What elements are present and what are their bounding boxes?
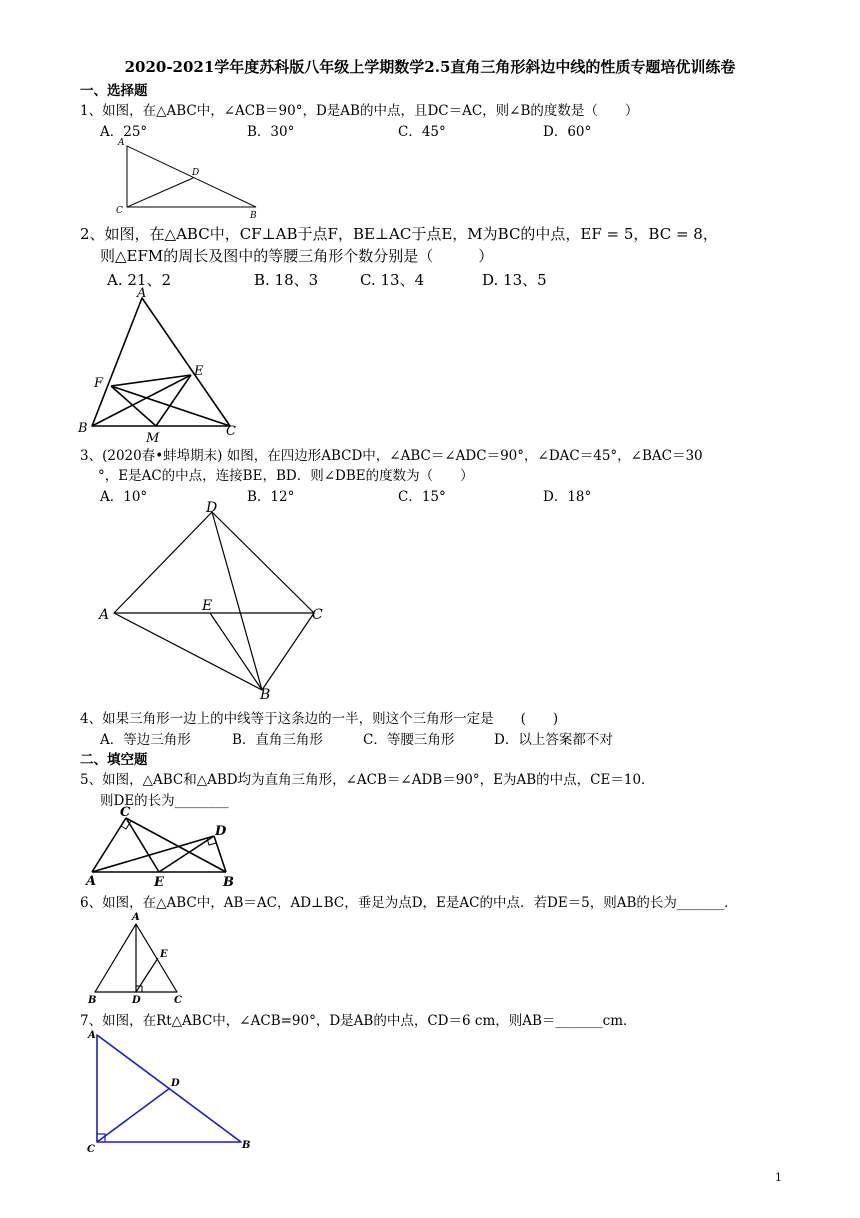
question-4-text: 4、如果三角形一边上的中线等于这条边的一半，则这个三角形一定是 ( ) <box>80 711 559 727</box>
q3-option-b: B．12° <box>247 489 295 505</box>
q7-median-cd <box>97 1088 170 1142</box>
q2-option-a: A. 21、2 <box>107 271 171 289</box>
q7-label-c: C <box>87 1144 95 1155</box>
q1-label-c: C <box>116 206 123 216</box>
q5-figure <box>82 804 242 890</box>
q4-option-d: D．以上答案都不对 <box>494 732 613 748</box>
question-7-text: 7、如图，在Rt△ABC中，∠ACB=90°，D是AB的中点，CD＝6 cm，则AB＝_______cm． <box>80 1013 637 1029</box>
q2-figure <box>74 286 254 444</box>
q2-option-d: D. 13、5 <box>482 271 547 289</box>
q1-option-b: B．30° <box>247 124 295 140</box>
q6-label-a: A <box>132 912 140 923</box>
q2-label-f: F <box>94 376 104 391</box>
q3-option-c: C．15° <box>398 489 446 505</box>
q7-label-a: A <box>88 1030 96 1041</box>
q1-label-a: A <box>118 138 125 148</box>
q2-label-e: E <box>194 364 204 379</box>
q4-option-c: C．等腰三角形 <box>363 732 455 748</box>
q5-line-cb <box>126 818 226 872</box>
q6-label-c: C <box>174 995 182 1006</box>
page-number: 1 <box>775 1171 782 1184</box>
q6-median-de <box>136 958 158 992</box>
q5-label-a: A <box>86 874 97 889</box>
q4-option-b: B．直角三角形 <box>232 732 323 748</box>
q2-line-be <box>92 375 191 426</box>
question-5-line2: 则DE的长为________ <box>100 793 229 809</box>
section-choice-heading: 一、选择题 <box>80 83 148 99</box>
q6-label-b: B <box>88 995 97 1006</box>
q2-label-c: C <box>226 424 236 439</box>
q3-label-a: A <box>99 607 110 623</box>
question-2-line2: 则△EFM的周长及图中的等腰三角形个数分别是（ ） <box>100 247 494 265</box>
q2-line-em <box>156 375 191 426</box>
question-1-text: 1、如图，在△ABC中，∠ACB＝90°，D是AB的中点，且DC＝AC，则∠B的度数是（ ） <box>80 103 639 119</box>
q1-option-c: C．45° <box>398 124 446 140</box>
q1-label-d: D <box>192 168 200 178</box>
q2-option-c: C. 13、4 <box>360 271 425 289</box>
q2-label-a: A <box>137 286 147 301</box>
q3-quadrilateral <box>114 512 314 690</box>
q3-option-d: D．18° <box>543 489 592 505</box>
question-3-line1: 3、(2020春•蚌埠期末) 如图，在四边形ABCD中，∠ABC＝∠ADC＝90°，∠DAC＝45°，∠BAC＝30 <box>80 448 703 464</box>
q6-figure <box>86 910 196 1006</box>
q4-option-a: A．等边三角形 <box>100 732 191 748</box>
q1-median-cd <box>127 178 193 207</box>
q5-label-e: E <box>154 875 164 890</box>
q3-label-e: E <box>202 598 213 614</box>
q3-line-be <box>210 613 262 690</box>
q1-figure <box>108 134 268 220</box>
section-fill-heading: 二、填空题 <box>80 752 148 768</box>
q3-figure <box>96 498 336 702</box>
q3-label-c: C <box>312 607 323 623</box>
q2-label-b: B <box>78 421 88 436</box>
q3-label-d: D <box>206 500 218 516</box>
q2-option-b: B. 18、3 <box>254 271 319 289</box>
q3-option-a: A．10° <box>100 489 148 505</box>
q5-label-d: D <box>215 824 227 839</box>
question-6-text: 6、如图，在△ABC中，AB＝AC，AD⊥BC，垂足为点D，E是AC的中点．若DE＝5，则AB的长为_______． <box>80 895 738 911</box>
q2-triangle <box>92 298 230 426</box>
q6-label-e: E <box>160 949 168 960</box>
q5-line-ad <box>92 836 214 872</box>
q1-option-d: D．60° <box>543 124 592 140</box>
question-3-line2: °，E是AC的中点，连接BE，BD．则∠DBE的度数为（ ） <box>98 468 474 484</box>
q1-option-a: A．25° <box>100 124 148 140</box>
q6-label-d: D <box>132 995 141 1006</box>
question-2-line1: 2、如图，在△ABC中，CF⊥AB于点F，BE⊥AC于点E，M为BC的中点，EF = 5，BC = 8， <box>80 225 718 243</box>
page-title: 2020-2021学年度苏科版八年级上学期数学2.5直角三角形斜边中线的性质专题培优训练卷 <box>124 58 736 76</box>
q1-label-b: B <box>250 211 257 221</box>
q3-label-b: B <box>260 687 271 703</box>
q2-line-fm <box>111 386 156 426</box>
question-5-line1: 5、如图，△ABC和△ABD均为直角三角形，∠ACB＝∠ADB＝90°，E为AB的中点，CE＝10． <box>80 772 655 788</box>
q5-label-b: B <box>223 875 234 890</box>
q7-label-b: B <box>242 1140 251 1151</box>
q5-line-ed <box>159 836 214 872</box>
q7-figure <box>84 1026 264 1156</box>
q2-label-m: M <box>146 431 160 446</box>
q5-label-c: C <box>120 805 131 820</box>
q7-label-d: D <box>171 1078 180 1089</box>
q3-line-bd <box>212 512 262 690</box>
